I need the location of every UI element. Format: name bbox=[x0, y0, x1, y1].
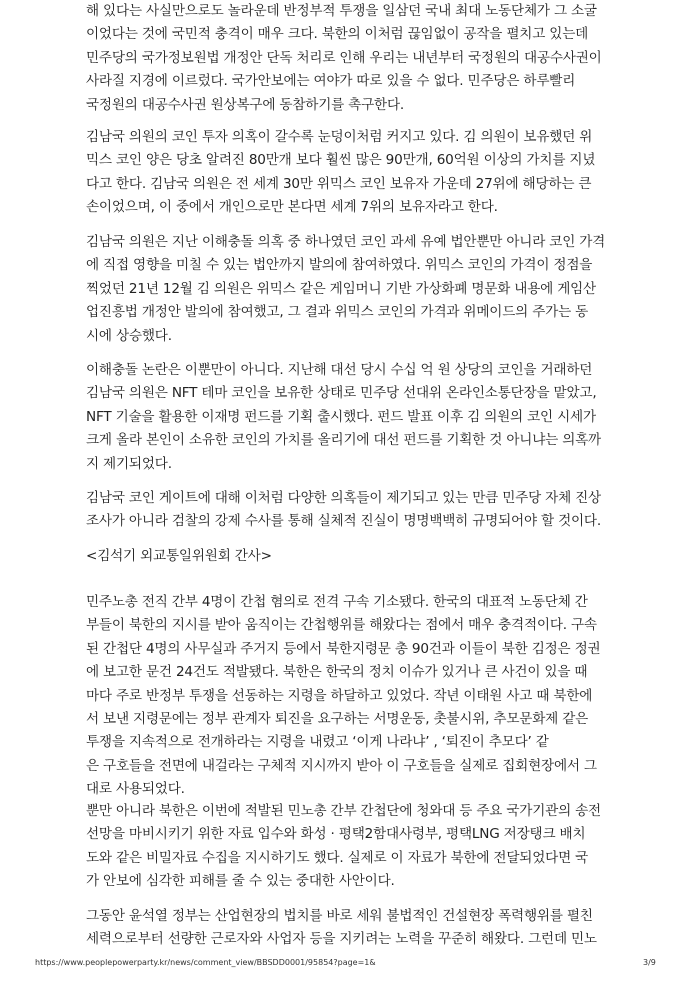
text-line: 뿐만 아니라 북한은 이번에 적발된 민노총 간부 간첩단에 청와대 등 주요 국가기관의 송전 bbox=[86, 803, 601, 819]
text-line: 투쟁을 지속적으로 전개하라는 지령을 내렸고 ‘이게 나라냐’ , ‘퇴진이 추모다’ 같 bbox=[86, 734, 549, 751]
text-line: 사라질 지경에 이르렀다. 국가안보에는 여야가 따로 있을 수 없다. 민주당은 하루빨리 bbox=[86, 73, 576, 90]
text-line: 국정원의 대공수사권 원상복구에 동참하기를 촉구한다. bbox=[86, 96, 405, 113]
text-line: 시에 상승했다. bbox=[86, 327, 172, 344]
paragraph-nis bbox=[86, 0, 602, 117]
text-line: <김석기 외교통일위원회 간사> bbox=[86, 548, 272, 564]
text-line: 업진흥법 개정안 발의에 참여했고, 그 결과 위믹스 코인의 가격과 위메이드의 주가는 동 bbox=[86, 304, 589, 321]
paragraph-conflict-of-interest bbox=[86, 359, 601, 476]
text-line: 김남국 코인 게이트에 대해 이처럼 다양한 의혹들이 제기되고 있는 만큼 민주당 자체 진상 bbox=[86, 490, 601, 506]
text-line: 손이었으며, 이 중에서 개인으로만 본다면 세계 7위의 보유자라고 한다. bbox=[86, 199, 498, 216]
text-line: 서 보낸 지령문에는 정부 관계자 퇴진을 요구하는 서명운동, 촛불시위, 추모문화제 같은 bbox=[86, 711, 589, 728]
paragraph-government-efforts bbox=[86, 905, 597, 952]
text-line: 민주노총 전직 간부 4명이 간첩 혐의로 전격 구속 기소됐다. 한국의 대표적 노동단체 간 bbox=[86, 594, 588, 610]
text-line: 김남국 의원은 NFT 테마 코인을 보유한 상태로 민주당 선대위 온라인소통단장을 맡았고, bbox=[86, 385, 597, 402]
text-line: 민주당의 국가정보원법 개정안 단독 처리로 인해 우리는 내년부터 국정원의 대공수사권이 bbox=[86, 49, 602, 66]
text-line: 도와 같은 비밀자료 수집을 지시하기도 했다. 실제로 이 자료가 북한에 전달되었다면 국 bbox=[86, 849, 589, 866]
text-line: 김남국 의원의 코인 투자 의혹이 갈수록 눈덩이처럼 커지고 있다. 김 의원이 보유했던 위 bbox=[86, 129, 593, 145]
text-line: 대로 사용되었다. bbox=[86, 781, 185, 798]
paragraph-secret-data bbox=[86, 800, 601, 894]
page-number: 3/9 bbox=[643, 958, 656, 967]
text-line: 마다 주로 반정부 투쟁을 선동하는 지령을 하달하고 있었다. 작년 이태원 사고 때 북한에 bbox=[86, 687, 593, 704]
text-line: 세력으로부터 선량한 근로자와 사업자 등을 지키려는 노력을 꾸준히 해왔다. 그런데 민노 bbox=[86, 931, 597, 948]
paragraph-legislation bbox=[86, 231, 605, 348]
text-line: 이었다는 것에 국민적 충격이 매우 크다. 북한의 이처럼 끊임없이 공작을 펼치고 있는데 bbox=[86, 26, 589, 43]
text-line: 된 간첩단 4명의 사무실과 주거지 등에서 북한지령문 총 90건과 이들이 북한 김정은 정권 bbox=[86, 640, 601, 657]
paragraph-coin-investment bbox=[86, 126, 595, 220]
text-line: 에 직접 영향을 미칠 수 있는 법안까지 발의에 참여하였다. 위믹스 코인의 가격이 정점을 bbox=[86, 257, 593, 274]
text-line: 가 안보에 심각한 피해를 줄 수 있는 중대한 사안이다. bbox=[86, 873, 395, 890]
text-line: 부들이 북한의 지시를 받아 움직이는 간첩행위를 해왔다는 점에서 매우 충격적이다. 구속 bbox=[86, 617, 597, 634]
footer-url: https://www.peoplepowerparty.kr/news/comment_view/BBSDD0001/95854?page=1& bbox=[35, 958, 376, 967]
text-line: 김남국 의원은 지난 이해충돌 의혹 중 하나였던 코인 과세 유예 법안뿐만 아니라 코인 가격 bbox=[86, 234, 606, 250]
text-line: 그동안 윤석열 정부는 산업현장의 법치를 바로 세워 불법적인 건설현장 폭력행위를 펼친 bbox=[86, 908, 593, 924]
text-line: 선망을 마비시키기 위한 자료 입수와 화성 · 평택2함대사령부, 평택LNG 저장탱크 배치 bbox=[86, 826, 586, 843]
paragraph-coin-gate bbox=[86, 487, 601, 534]
text-line: 은 구호들을 전면에 내걸라는 구체적 지시까지 받아 이 구호들을 실제로 집회현장에서 그 bbox=[86, 757, 597, 774]
text-line: 조사가 아니라 검찰의 강제 수사를 통해 실체적 진실이 명명백백히 규명되어야 할 것이다. bbox=[86, 513, 601, 530]
text-line: 에 보고한 문건 24건도 적발됐다. 북한은 한국의 정치 이슈가 있거나 큰 사건이 있을 때 bbox=[86, 664, 588, 681]
text-line: NFT 기술을 활용한 이재명 펀드를 기획 출시했다. 펀드 발표 이후 김 의원의 코인 시세가 bbox=[86, 408, 596, 425]
text-line: 다고 한다. 김남국 의원은 전 세계 30만 위믹스 코인 보유자 가운데 27위에 해당하는 큰 bbox=[86, 175, 592, 192]
text-line: 찍었던 21년 12월 김 의원은 위믹스 같은 게임머니 기반 가상화폐 명문화 내용에 게임산 bbox=[86, 280, 596, 297]
speaker-heading bbox=[86, 545, 272, 568]
paragraph-spy-ring bbox=[86, 591, 600, 802]
text-line: 이해충돌 논란은 이뿐만이 아니다. 지난해 대선 당시 수십 억 원 상당의 코인을 거래하던 bbox=[86, 362, 593, 378]
text-line: 믹스 코인 양은 당초 알려진 80만개 보다 훨씬 많은 90만개, 60억원 이상의 가치를 지녔 bbox=[86, 152, 596, 169]
text-line: 해 있다는 사실만으로도 놀라운데 반정부적 투쟁을 일삼던 국내 최대 노동단체가 그 소굴 bbox=[86, 3, 597, 19]
text-line: 지 제기되었다. bbox=[86, 455, 172, 472]
text-line: 크게 올라 본인이 소유한 코인의 가치를 올리기에 대선 펀드를 기획한 것 아니냐는 의혹까 bbox=[86, 432, 601, 449]
